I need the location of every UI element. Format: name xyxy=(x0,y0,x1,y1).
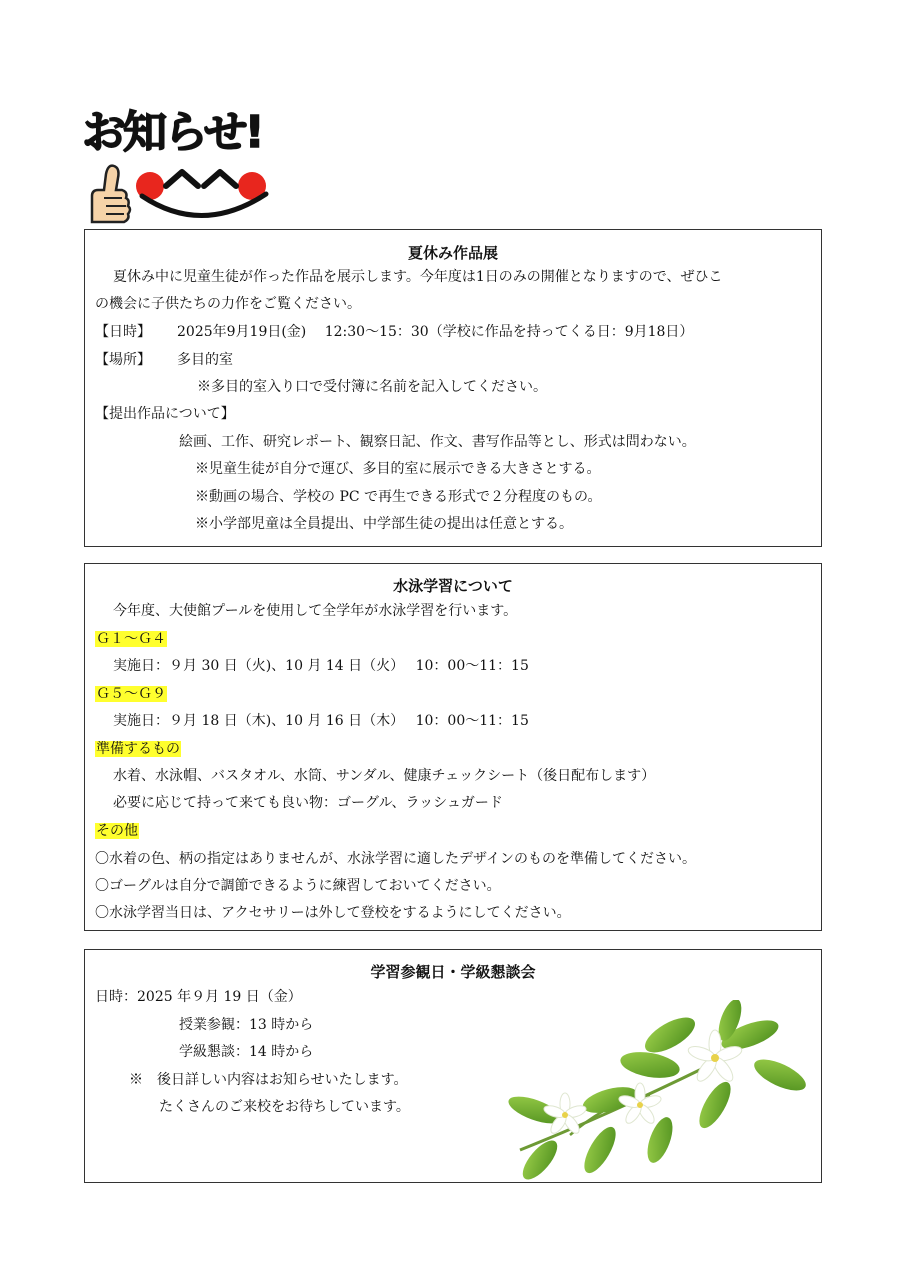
swimming-box xyxy=(84,563,822,931)
section-title: 学習参観日・学級懇談会 xyxy=(370,963,536,981)
works-note: ※動画の場合、学校の PC で再生できる形式で２分程度のもの。 xyxy=(195,489,602,505)
group1-dates: 実施日：９月 30 日（火)、10 月 14 日（火） 10：00～11：15 xyxy=(113,658,529,674)
intro-text: の機会に子供たちの力作をご覧ください。 xyxy=(95,296,361,312)
intro-text: 今年度、大使館プールを使用して全学年が水泳学習を行います。 xyxy=(113,603,518,619)
prep-optional: 必要に応じて持って来ても良い物：ゴーグル、ラッシュガード xyxy=(113,795,503,811)
place-value: 多目的室 xyxy=(177,352,233,368)
place-label: 【場所】 xyxy=(95,352,151,368)
visit-note: ※ 後日詳しい内容はお知らせいたします。 xyxy=(129,1072,408,1088)
section-title: 夏休み作品展 xyxy=(407,244,498,262)
intro-text: 夏休み中に児童生徒が作った作品を展示します。今年度は1日のみの開催となりますので、ぜひこ xyxy=(113,269,723,285)
observe-time: 授業参観：13 時から xyxy=(179,1017,314,1033)
works-label: 【提出作品について】 xyxy=(95,406,235,422)
other-note: 〇水着の色、柄の指定はありませんが、水泳学習に適したデザインのものを準備してください。 xyxy=(95,851,697,867)
other-label: その他 xyxy=(96,823,138,839)
place-note: ※多目的室入り口で受付簿に名前を記入してください。 xyxy=(197,379,547,395)
summer-exhibition-box xyxy=(84,229,822,547)
other-note: 〇ゴーグルは自分で調節できるように練習しておいてください。 xyxy=(95,878,501,894)
smiley-thumbs-up-icon xyxy=(82,156,282,228)
works-note: ※児童生徒が自分で運び、多目的室に展示できる大きさとする。 xyxy=(195,461,601,477)
group1-label: Ｇ１～Ｇ４ xyxy=(96,631,166,647)
works-note: ※小学部児童は全員提出、中学部生徒の提出は任意とする。 xyxy=(195,516,573,532)
date-label: 【日時】 xyxy=(95,324,151,340)
other-note: 〇水泳学習当日は、アクセサリーは外して登校をするようにしてください。 xyxy=(95,905,571,921)
group2-label: Ｇ５～Ｇ９ xyxy=(96,686,166,702)
visit-note: たくさんのご来校をお待ちしています。 xyxy=(159,1099,410,1115)
section-title: 水泳学習について xyxy=(393,577,513,595)
prep-items: 水着、水泳帽、バスタオル、水筒、サンダル、健康チェックシート（後日配布します） xyxy=(113,768,656,784)
notice-logo xyxy=(82,96,282,228)
group2-dates: 実施日：９月 18 日（木)、10 月 16 日（木） 10：00～11：15 xyxy=(113,713,529,729)
date-value: 2025年9月19日(金) 12:30～15：30（学校に作品を持ってくる日：9月18日） xyxy=(177,324,694,340)
meeting-time: 学級懇談：14 時から xyxy=(179,1044,314,1060)
flower-illustration xyxy=(500,1000,810,1180)
prep-label: 準備するもの xyxy=(96,741,180,757)
visit-date: 日時：2025 年９月 19 日（金） xyxy=(95,989,302,1005)
works-desc: 絵画、工作、研究レポート、観察日記、作文、書写作品等とし、形式は問わない。 xyxy=(179,434,696,450)
logo-title: お知らせ! xyxy=(82,107,262,158)
